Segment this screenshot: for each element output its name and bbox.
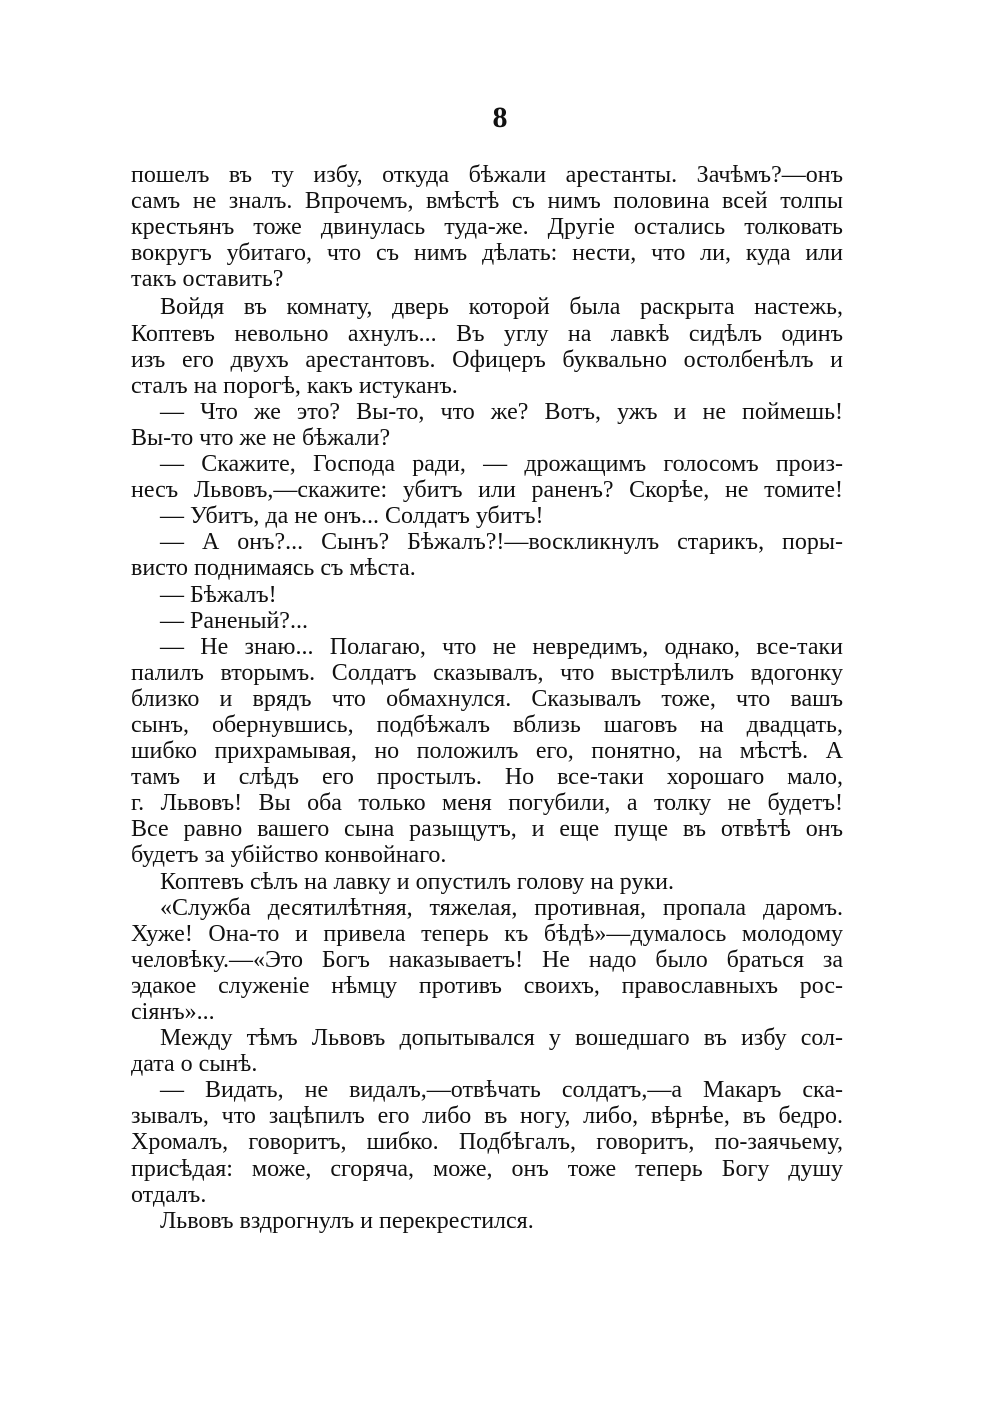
text-line: зывалъ, что зацѣпилъ его либо въ ногу, либо, вѣрнѣе, въ бедро. [131,1103,843,1130]
text-line: пошелъ въ ту избу, откуда бѣжали арестанты. Зачѣмъ?—онъ [131,162,843,188]
text-line: висто поднимаясь съ мѣста. [131,555,416,582]
text-line: крестьянъ тоже двинулась туда-же. Другіе остались толковать [131,214,843,241]
text-line: — А онъ?... Сынъ? Бѣжалъ?!—воскликнулъ старикъ, поры- [160,529,843,556]
text-line: Вы-то что же не бѣжали? [131,424,391,451]
text-line: палилъ вторымъ. Солдатъ сказывалъ, что выстрѣлилъ вдогонку [131,659,843,686]
text-line: — Раненый?... [160,607,308,634]
text-line: — Видать, не видалъ,—отвѣчать солдатъ,—а Макаръ ска- [160,1077,843,1104]
page-number: 8 [492,101,508,134]
text-line: сіянъ»... [131,999,215,1025]
text-line: эдакое служеніе нѣмцу противъ своихъ, православныхъ рос- [131,972,843,999]
text-line: изъ его двухъ арестантовъ. Офицеръ буквально остолбенѣлъ и [131,346,843,373]
text-line: человѣку.—«Это Богъ наказываетъ! Не надо было браться за [131,946,843,973]
text-line: — Не знаю... Полагаю, что не невредимъ, однако, все-таки [160,633,843,660]
text-line: Между тѣмъ Львовъ допытывался у вошедшаго въ избу сол- [160,1025,843,1052]
text-line: несъ Львовъ,—скажите: убитъ или раненъ? Скорѣе, не томите! [131,477,843,504]
text-line: Львовъ вздрогнулъ и перекрестился. [160,1207,534,1234]
text-line: «Служба десятилѣтняя, тяжелая, противная, пропала даромъ. [160,894,843,921]
text-line: — Бѣжалъ! [160,581,277,608]
text-line: сынъ, обернувшись, подбѣжалъ вблизь шаговъ на двадцать, [131,711,843,738]
text-body [131,162,843,1234]
text-line: вокругъ убитаго, что съ нимъ дѣлать: нести, что ли, куда или [131,240,843,267]
text-line: отдалъ. [131,1181,207,1208]
text-line: Хуже! Она-то и привела теперь къ бѣдѣ»—думалось молодому [131,920,843,947]
text-line: Хромалъ, говоритъ, шибко. Подбѣгалъ, говоритъ, по-заячьему, [131,1129,843,1156]
text-line: близко и врядъ что обмахнулся. Сказывалъ тоже, что вашъ [131,685,843,712]
text-line: шибко прихрамывая, но положилъ его, понятно, на мѣстѣ. А [131,738,843,765]
text-line: сталъ на порогѣ, какъ истуканъ. [131,372,458,399]
text-line: — Скажите, Господа ради, — дрожащимъ голосомъ произ- [160,451,843,478]
text-line: присѣдая: може, сгоряча, може, онъ тоже теперь Богу душу [131,1155,843,1182]
text-line: Коптевъ невольно ахнулъ... Въ углу на лавкѣ сидѣлъ одинъ [131,320,843,347]
text-line: Все равно вашего сына разыщутъ, и еще пуще въ отвѣтѣ онъ [131,816,843,843]
text-line: г. Львовъ! Вы оба только меня погубили, а толку не будетъ! [131,790,843,817]
text-line: тамъ и слѣдъ его простылъ. Но все-таки хорошаго мало, [131,764,843,791]
text-line: дата о сынѣ. [131,1051,258,1078]
text-line: — Что же это? Вы-то, что же? Вотъ, ужъ и не поймешь! [160,398,843,425]
text-line: самъ не зналъ. Впрочемъ, вмѣстѣ съ нимъ половина всей толпы [131,188,843,215]
text-line: — Убитъ, да не онъ... Солдатъ убитъ! [160,503,544,530]
text-line: такъ оставить? [131,266,284,293]
text-line: Коптевъ сѣлъ на лавку и опустилъ голову на руки. [160,868,674,895]
text-line: Войдя въ комнату, дверь которой была раскрыта настежь, [160,294,843,321]
text-line: будетъ за убійство конвойнаго. [131,842,447,869]
